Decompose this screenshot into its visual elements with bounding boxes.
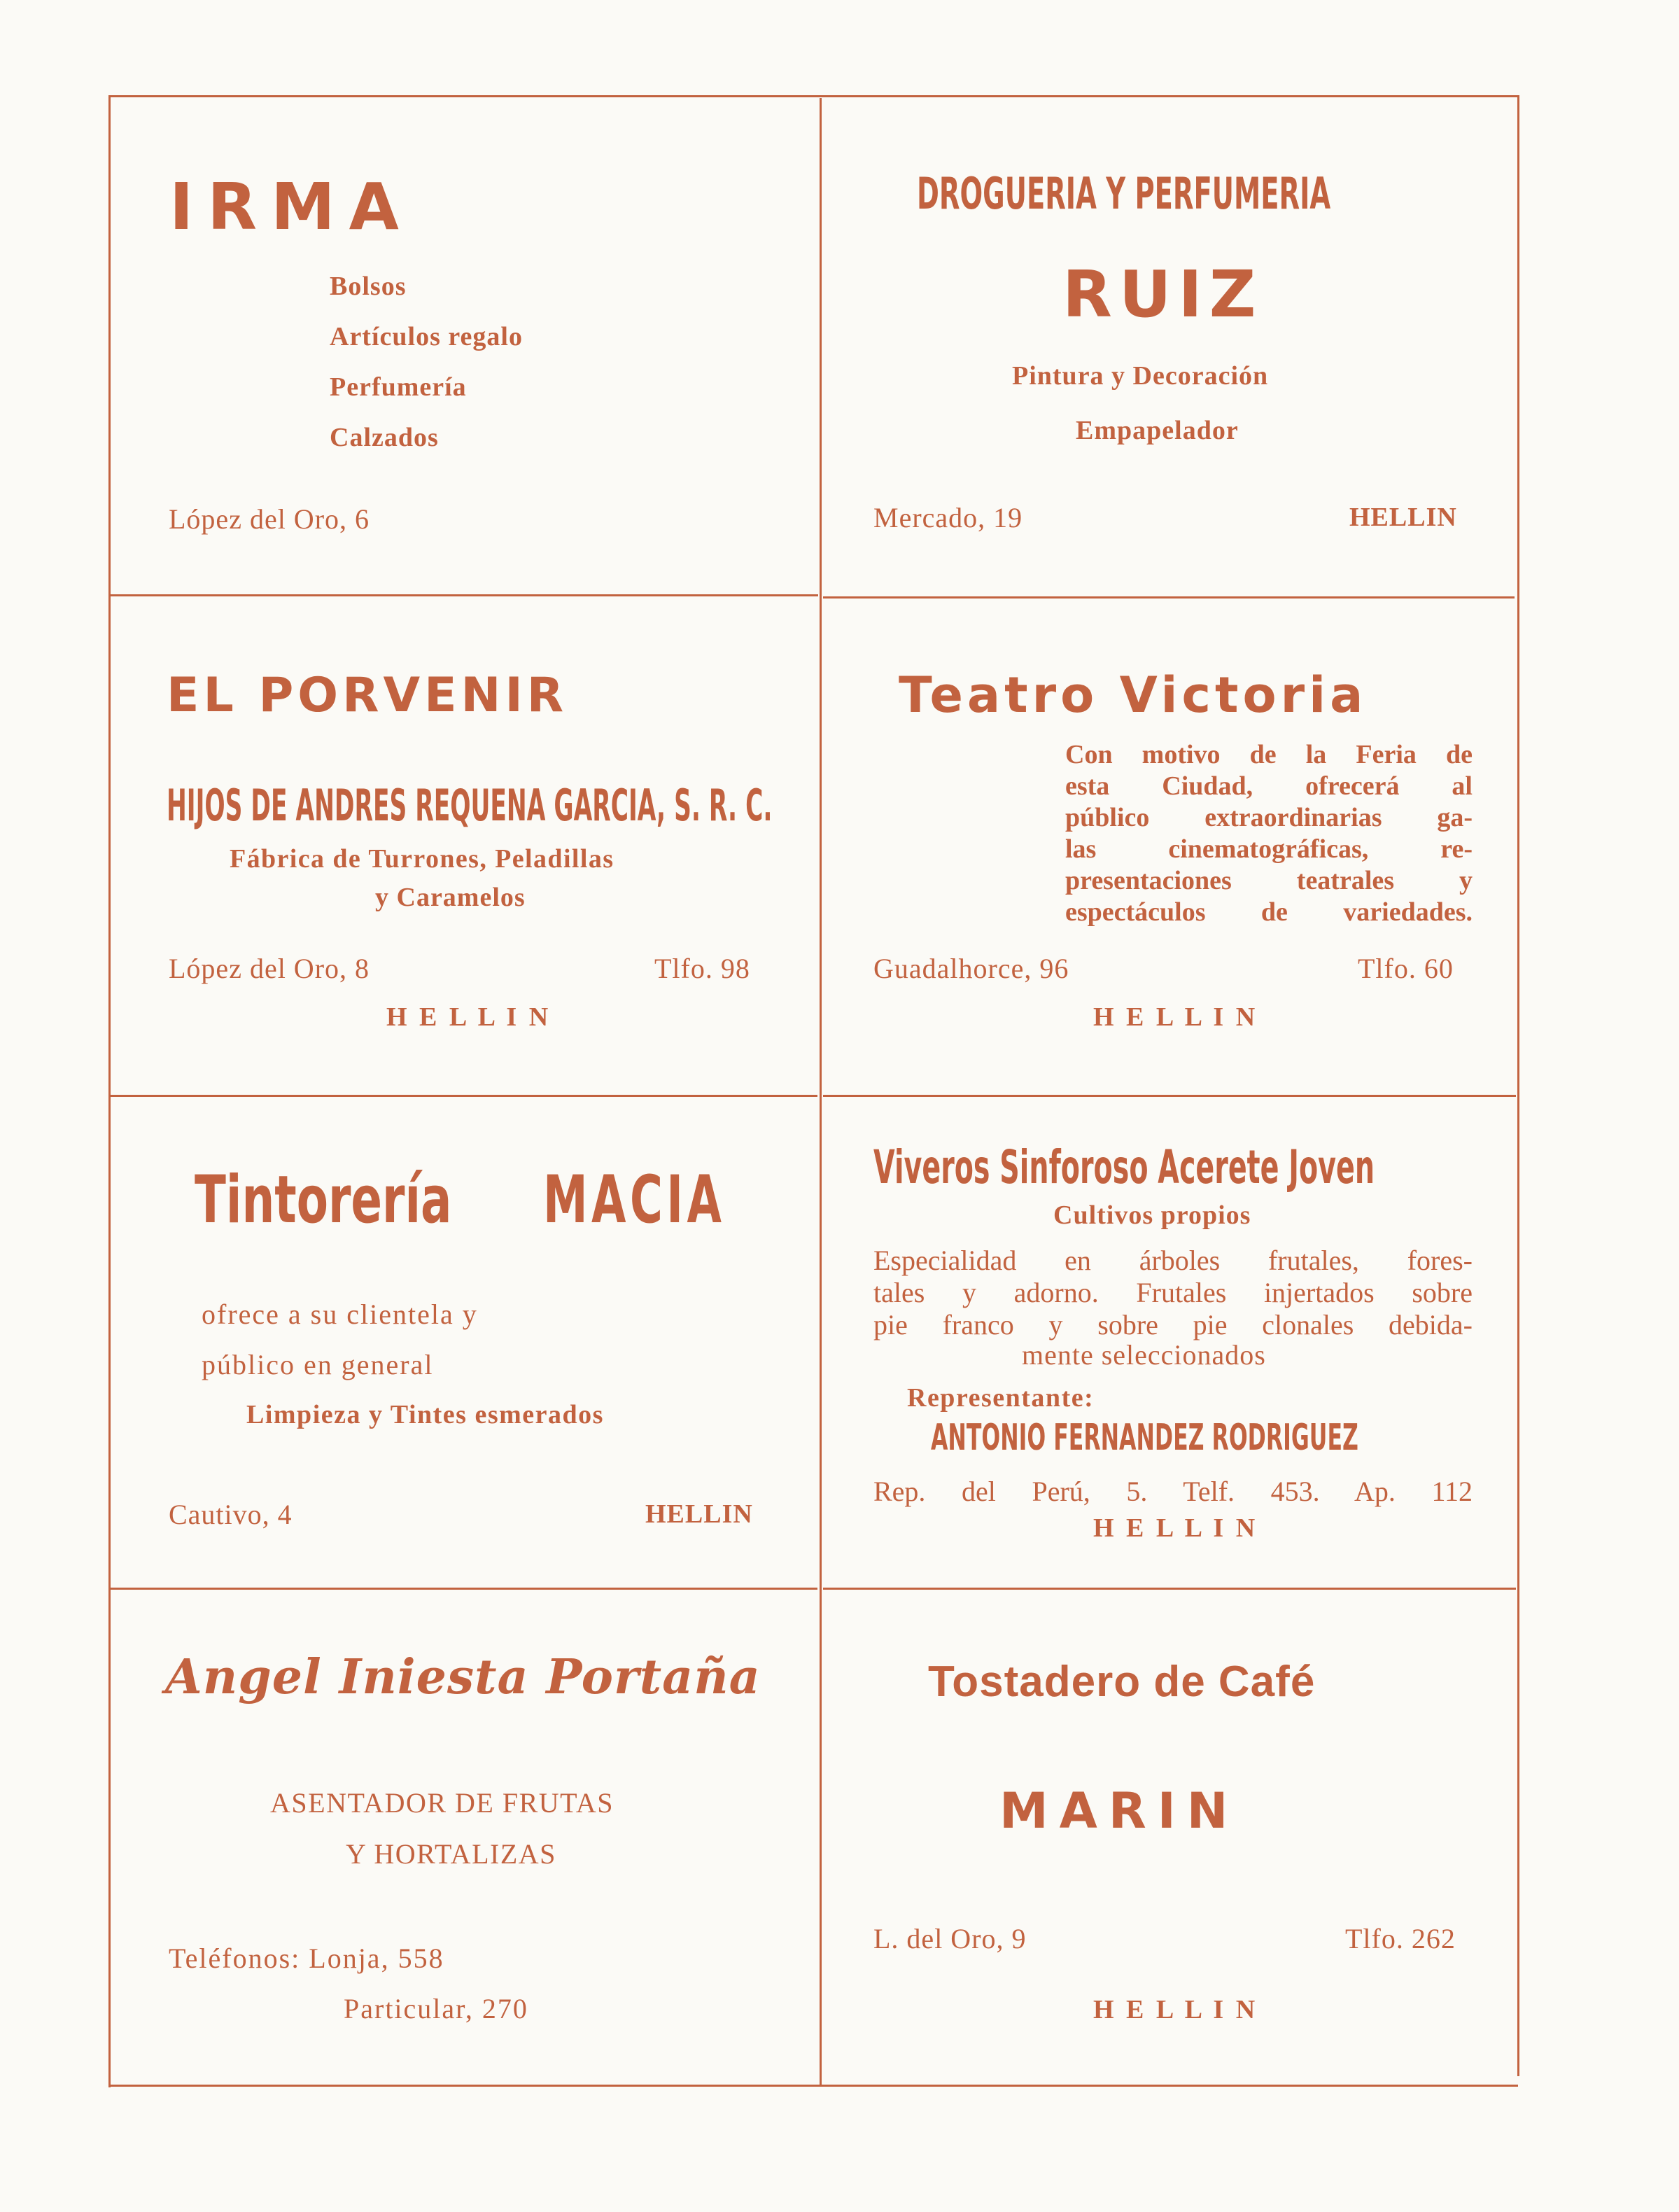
marin-name: MARIN (999, 1782, 1239, 1840)
teatro-text-line: Con motivo de la Feria de (1065, 740, 1473, 769)
viveros-text-line: tales y adorno. Frutales injertados sobre (873, 1277, 1473, 1308)
macia-name-part1: Tintorería (195, 1162, 452, 1238)
irma-name: IRMA (169, 169, 413, 244)
marin-header: Tostadero de Café (928, 1658, 1316, 1706)
irma-address: López del Oro, 6 (169, 503, 370, 535)
row-divider-3-left (111, 1588, 817, 1590)
viveros-text-line: pie franco y sobre pie clonales debida- (873, 1309, 1473, 1340)
macia-city: HELLIN (645, 1499, 753, 1529)
viveros-rep-name: ANTONIO FERNANDEZ RODRIGUEZ (931, 1417, 1358, 1459)
iniesta-name-signature: Angel Iniesta Portaña (165, 1649, 761, 1705)
teatro-phone: Tlfo. 60 (1358, 953, 1454, 984)
teatro-text-line: esta Ciudad, ofrecerá al (1065, 771, 1473, 801)
ruiz-line2: Empapelador (1076, 416, 1239, 445)
frame-center-divider (820, 98, 822, 2086)
marin-city: H E L L I N (1093, 1995, 1258, 2024)
row-divider-2-left (111, 1095, 817, 1097)
porvenir-phone: Tlfo. 98 (654, 953, 750, 984)
porvenir-product2: y Caramelos (375, 883, 526, 912)
ruiz-name: RUIZ (1062, 257, 1263, 332)
porvenir-owners: HIJOS DE ANDRES REQUENA GARCIA, S. R. C. (167, 780, 773, 831)
macia-line3: Limpieza y Tintes esmerados (246, 1400, 604, 1429)
ruiz-address: Mercado, 19 (873, 502, 1023, 533)
teatro-address: Guadalhorce, 96 (873, 953, 1069, 984)
viveros-subtitle: Cultivos propios (1053, 1200, 1251, 1230)
viveros-text-line: Especialidad en árboles frutales, fores- (873, 1245, 1473, 1276)
iniesta-line1: ASENTADOR DE FRUTAS (270, 1787, 614, 1819)
ruiz-line1: Pintura y Decoración (1012, 361, 1269, 391)
row-divider-1-right (823, 596, 1515, 598)
viveros-last-line: mente seleccionados (1022, 1339, 1266, 1371)
frame-top-border (108, 95, 1519, 97)
teatro-text-line: presentaciones teatrales y (1065, 866, 1473, 895)
row-divider-1-left (111, 594, 818, 596)
macia-line1: ofrece a su clientela y (202, 1298, 478, 1330)
iniesta-phone1: Teléfonos: Lonja, 558 (169, 1942, 444, 1974)
irma-item: Calzados (330, 423, 439, 452)
irma-item: Perfumería (330, 372, 467, 402)
row-divider-2-right (823, 1095, 1516, 1097)
frame-bottom-border (108, 2085, 1518, 2087)
frame-right-border (1517, 95, 1519, 2076)
ruiz-city: HELLIN (1349, 503, 1457, 532)
macia-name-part2: MACIA (543, 1162, 726, 1238)
porvenir-city: H E L L I N (386, 1002, 552, 1032)
teatro-text-line: espectáculos de variedades. (1065, 897, 1473, 927)
viveros-rep-label: Representante: (907, 1383, 1095, 1413)
teatro-text-line: público extraordinarias ga- (1065, 803, 1473, 832)
marin-phone: Tlfo. 262 (1345, 1923, 1456, 1954)
row-divider-3-right (823, 1588, 1516, 1590)
teatro-name: Teatro Victoria (899, 666, 1368, 724)
irma-item: Artículos regalo (330, 322, 523, 351)
ruiz-header: DROGUERIA Y PERFUMERIA (917, 168, 1331, 219)
frame-left-border (108, 95, 111, 2087)
viveros-contact: Rep. del Perú, 5. Telf. 453. Ap. 112 (873, 1476, 1473, 1507)
viveros-city: H E L L I N (1093, 1513, 1258, 1543)
marin-address: L. del Oro, 9 (873, 1923, 1027, 1954)
macia-address: Cautivo, 4 (169, 1499, 293, 1530)
porvenir-product1: Fábrica de Turrones, Peladillas (230, 844, 614, 874)
teatro-text-line: las cinematográficas, re- (1065, 834, 1473, 864)
porvenir-name: EL PORVENIR (167, 668, 568, 723)
iniesta-line2: Y HORTALIZAS (346, 1838, 556, 1870)
macia-line2: público en general (202, 1349, 434, 1380)
irma-item: Bolsos (330, 272, 407, 301)
viveros-name: Viveros Sinforoso Acerete Joven (873, 1140, 1375, 1194)
iniesta-phone2: Particular, 270 (344, 1993, 528, 2024)
teatro-city: H E L L I N (1093, 1002, 1258, 1032)
porvenir-address: López del Oro, 8 (169, 953, 370, 984)
